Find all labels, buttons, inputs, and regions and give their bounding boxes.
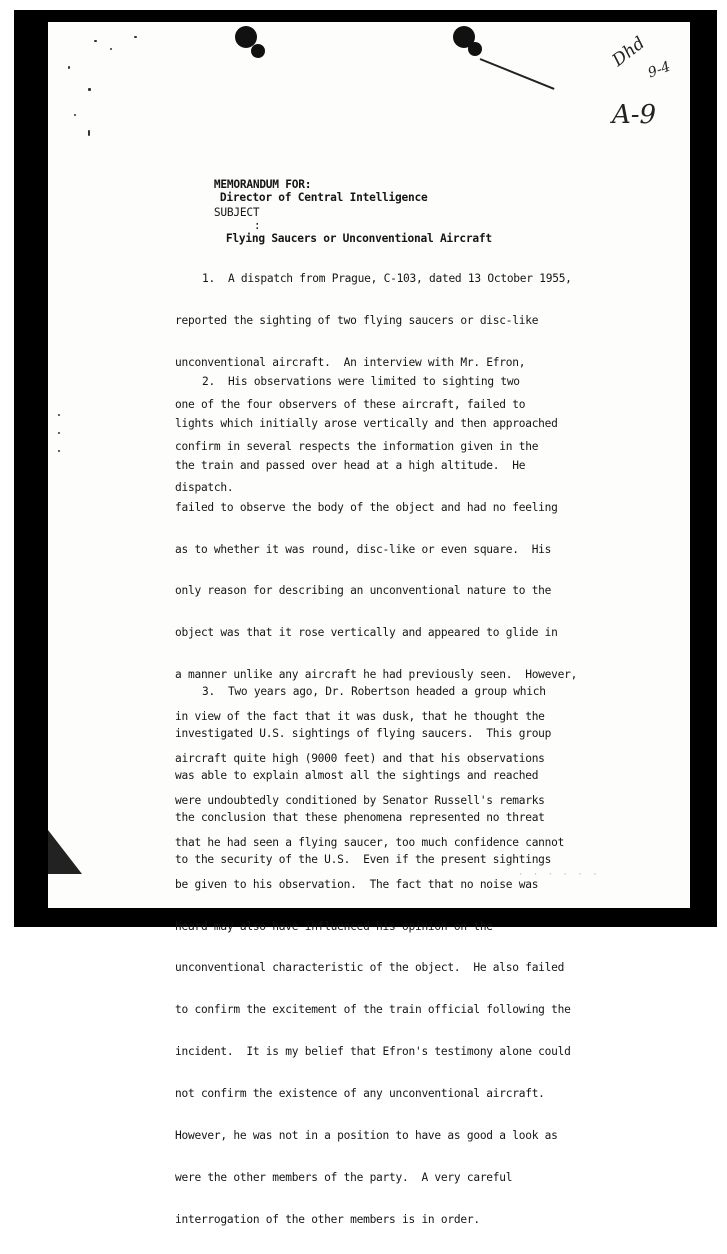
scan-speck	[68, 66, 70, 69]
scan-speck	[58, 414, 60, 416]
scan-speck	[94, 40, 97, 42]
paragraph-2-line: a manner unlike any aircraft he had previously seen. However,	[175, 668, 578, 682]
paragraph-2-line: lights which initially arose vertically and then approached	[175, 416, 558, 430]
paragraph-3-line: the conclusion that these phenomena represented no threat	[175, 810, 545, 824]
paragraph-2-line: unconventional characteristic of the object. He also failed	[175, 961, 565, 975]
paragraph-2-line: incident. It is my belief that Efron's testimony alone could	[175, 1045, 571, 1059]
pen-stroke	[480, 58, 555, 90]
paragraph-2-line: object was that it rose vertically and appeared to glide in	[175, 626, 558, 640]
faint-smudge: · · · · · ·	[518, 870, 600, 880]
subject-value: Flying Saucers or Unconventional Aircraft	[225, 232, 492, 245]
paragraph-2-line: the train and passed over head at a high altitude. He	[175, 458, 526, 472]
paragraph-2-line: However, he was not in a position to have as good a look as	[175, 1129, 558, 1143]
paragraph-3	[175, 658, 551, 893]
paragraph-2-line: failed to observe the body of the object and had no feeling	[175, 500, 558, 514]
paragraph-2-line: aircraft quite high (9000 feet) and that his observations	[175, 752, 545, 766]
paragraph-2-line: were the other members of the party. A very careful	[175, 1170, 513, 1184]
paragraph-1-line: one of the four observers of these aircraft, failed to	[175, 397, 526, 411]
scan-border-top	[14, 10, 717, 22]
paragraph-3-line: was able to explain almost all the sightings and reached	[175, 768, 539, 782]
paragraph-1-line: reported the sighting of two flying saucers or disc-like	[175, 313, 539, 327]
scan-speck	[110, 48, 112, 50]
scan-speck	[88, 88, 91, 91]
paragraph-2-line: that he had seen a flying saucer, too much confidence cannot	[175, 835, 565, 849]
memo-label: MEMORANDUM FOR:	[213, 178, 312, 191]
handwritten-reference: A-9	[612, 100, 657, 130]
scan-border-right	[690, 10, 717, 927]
paragraph-2-line: only reason for describing an unconventional nature to the	[175, 584, 552, 598]
paragraph-2-line: as to whether it was round, disc-like or even square. His	[175, 542, 552, 556]
paragraph-2-line: not confirm the existence of any unconventional aircraft.	[175, 1087, 545, 1101]
paragraph-1-line: dispatch.	[175, 481, 234, 495]
punch-hole-left-tail	[251, 44, 265, 58]
scan-speck	[74, 114, 76, 116]
folded-corner	[48, 830, 82, 874]
paragraph-1-line: confirm in several respects the information given in the	[175, 439, 539, 453]
paragraph-2-line: interrogation of the other members is in order.	[175, 1212, 480, 1226]
document-page	[48, 22, 690, 1226]
scan-speck	[134, 36, 137, 38]
paragraph-2-line: 2. His observations were limited to sighting two	[202, 375, 520, 388]
handwritten-initials: Dhd	[608, 33, 649, 71]
scan-speck	[88, 130, 90, 136]
subject-separator: :	[253, 219, 261, 232]
paragraph-2-line: in view of the fact that it was dusk, that he thought the	[175, 710, 545, 724]
paragraph-2-line: be given to his observation. The fact that no noise was	[175, 877, 539, 891]
subject-label: SUBJECT	[213, 206, 260, 219]
memo-recipient: Director of Central Intelligence	[219, 191, 428, 204]
scan-speck	[58, 450, 60, 452]
paragraph-2-line: to confirm the excitement of the train official following the	[175, 1003, 571, 1017]
punch-hole-right-tail	[468, 42, 482, 56]
paragraph-3-line: investigated U.S. sightings of flying saucers. This group	[175, 726, 552, 740]
handwritten-number: 9-4	[645, 58, 673, 82]
paragraph-1-line: unconventional aircraft. An interview with Mr. Efron,	[175, 355, 526, 369]
paragraph-2-line: heard may also have influenced his opinion on the	[175, 919, 493, 933]
paragraph-1-line: 1. A dispatch from Prague, C-103, dated 13 October 1955,	[202, 272, 572, 285]
paragraph-3-line: 3. Two years ago, Dr. Robertson headed a group which	[202, 685, 546, 698]
paragraph-3-line: to the security of the U.S. Even if the present sightings	[175, 852, 552, 866]
scan-border-left	[14, 10, 48, 927]
paragraph-2-line: were undoubtedly conditioned by Senator Russell's remarks	[175, 793, 545, 807]
scan-speck	[58, 432, 60, 434]
